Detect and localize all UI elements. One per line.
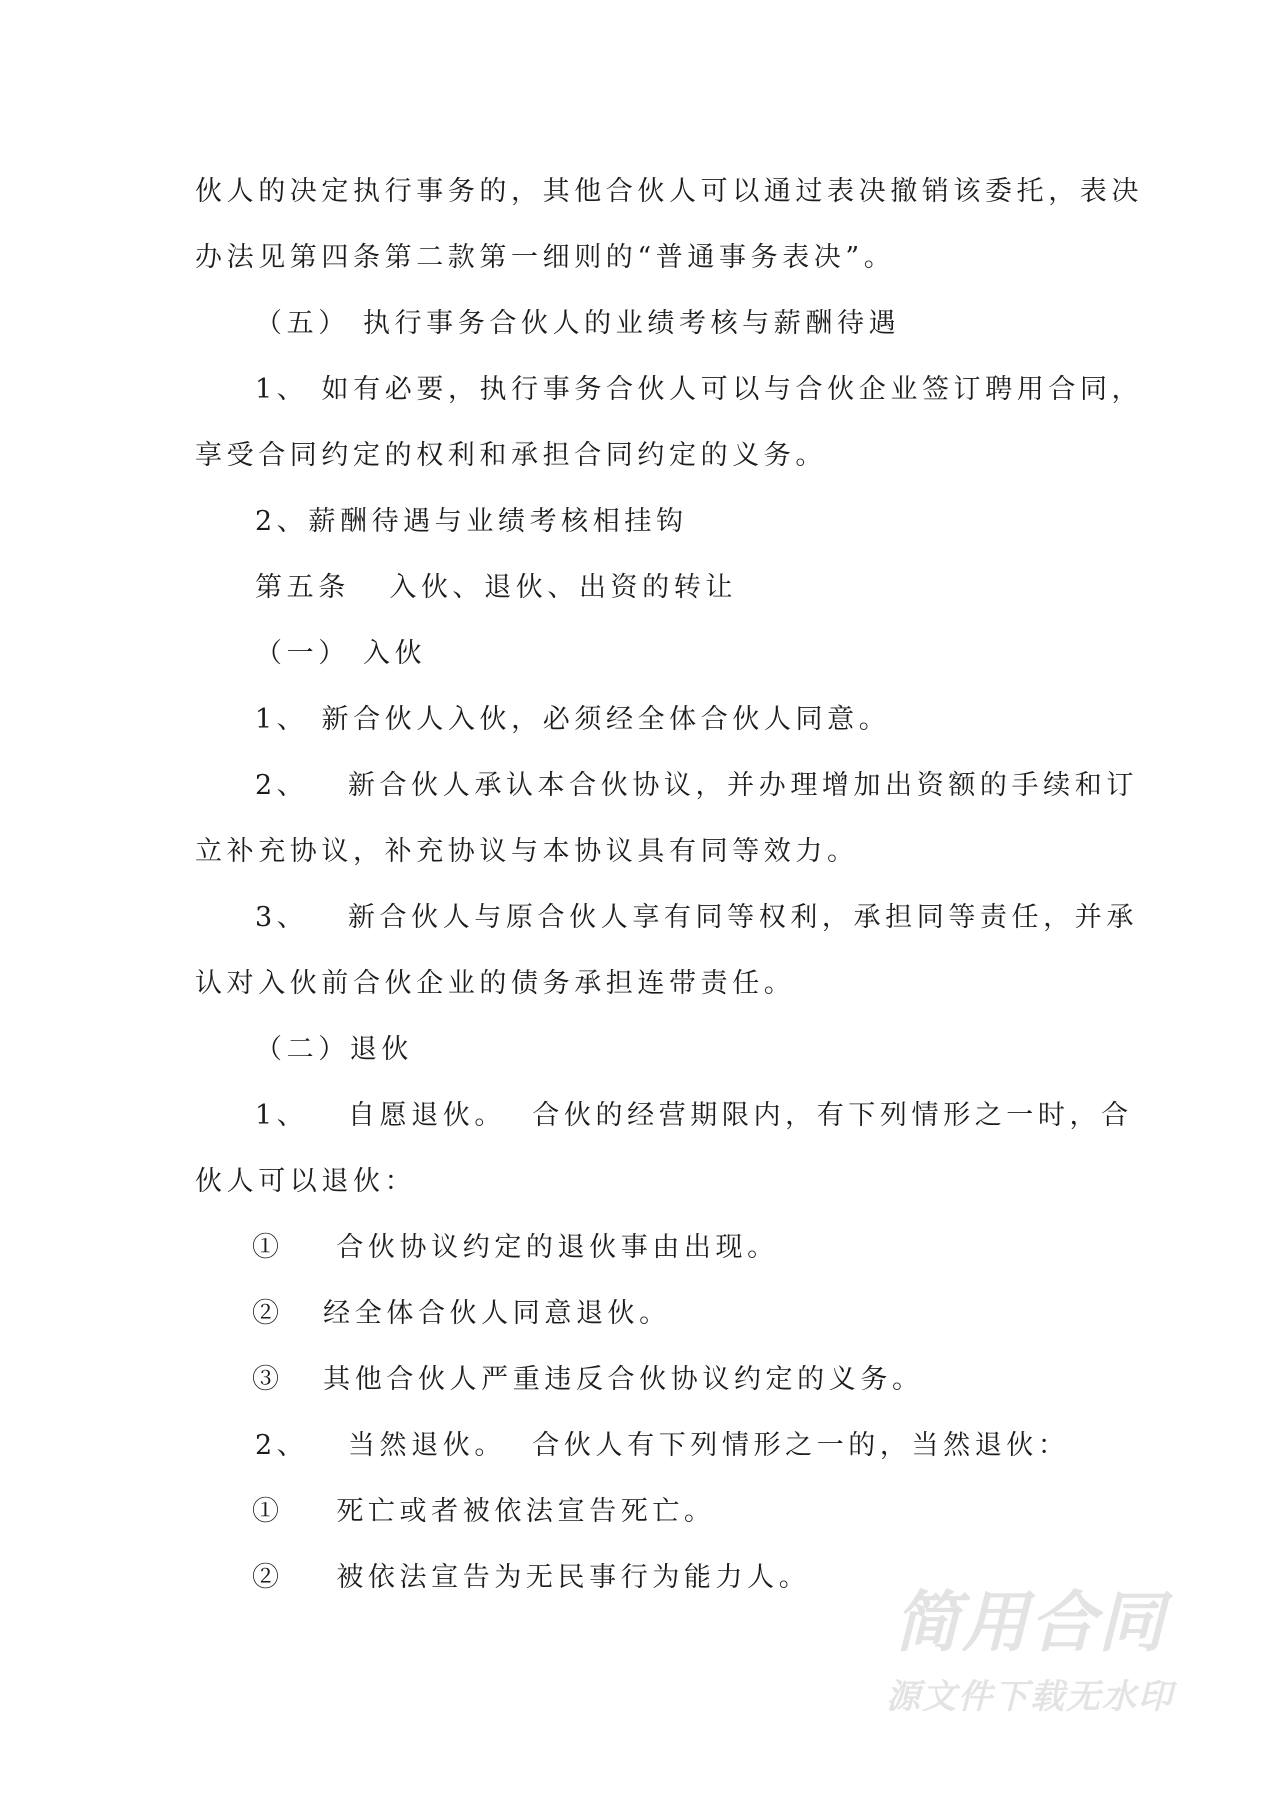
list-item: 1、 新合伙人入伙，必须经全体合伙人同意。	[255, 704, 891, 735]
section-heading: （二）退伙	[255, 1034, 413, 1065]
paragraph-line: 享受合同约定的权利和承担合同约定的义务。	[195, 440, 827, 471]
list-item: 2、薪酬待遇与业绩考核相挂钩	[255, 506, 688, 537]
list-item: 2、 新合伙人承认本合伙协议，并办理增加出资额的手续和订	[255, 770, 1138, 801]
watermark-title: 简用合同	[894, 1584, 1166, 1661]
list-item: 1、 如有必要，执行事务合伙人可以与合伙企业签订聘用合同，	[255, 374, 1144, 405]
sub-list-item: ② 被依法宣告为无民事行为能力人。	[252, 1562, 811, 1593]
sub-list-item: ① 死亡或者被依法宣告死亡。	[252, 1496, 716, 1527]
watermark-subtitle: 源文件下载无水印	[886, 1677, 1174, 1717]
watermark	[880, 1585, 1180, 1719]
sub-list-item: ③ 其他合伙人严重违反合伙协议约定的义务。	[252, 1364, 924, 1395]
article-heading: 第五条 入伙、退伙、出资的转让	[255, 572, 737, 603]
sub-list-item: ① 合伙协议约定的退伙事由出现。	[252, 1232, 779, 1263]
list-item: 1、 自愿退伙。 合伙的经营期限内，有下列情形之一时，合	[255, 1100, 1133, 1131]
list-item: 2、 当然退伙。 合伙人有下列情形之一的，当然退伙：	[255, 1430, 1070, 1461]
sub-list-item: ② 经全体合伙人同意退伙。	[252, 1298, 671, 1329]
list-item: 3、 新合伙人与原合伙人享有同等权利，承担同等责任，并承	[255, 902, 1138, 933]
paragraph-line: 认对入伙前合伙企业的债务承担连带责任。	[195, 968, 796, 999]
paragraph-line: 伙人的决定执行事务的，其他合伙人可以通过表决撤销该委托，表决	[195, 176, 1143, 207]
paragraph-line: 伙人可以退伙：	[195, 1166, 417, 1197]
paragraph-line: 办法见第四条第二款第一细则的“普通事务表决”。	[195, 242, 896, 273]
paragraph-line: 立补充协议，补充协议与本协议具有同等效力。	[195, 836, 859, 867]
section-heading: （一） 入伙	[255, 638, 427, 669]
section-heading: （五） 执行事务合伙人的业绩考核与薪酬待遇	[255, 308, 901, 339]
